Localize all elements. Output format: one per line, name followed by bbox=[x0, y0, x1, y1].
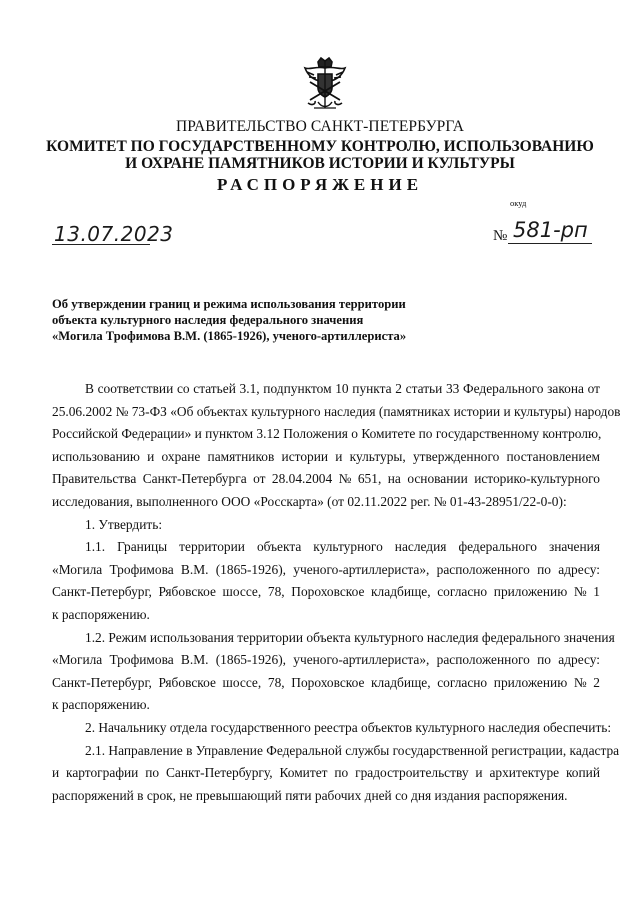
subject-line: объекта культурного наследия федерального значения bbox=[52, 313, 364, 327]
date-underline bbox=[52, 244, 150, 245]
text-line: 1.1. Границы территории объекта культурного наследия федерального значения bbox=[85, 539, 600, 555]
document-subject bbox=[52, 296, 452, 344]
text-line: «Могила Трофимова В.М. (1865-1926), ученого-артиллериста», расположенного по адресу: bbox=[52, 561, 600, 577]
text-line: Санкт-Петербург, Рябовское шоссе, 78, Пороховское кладбище, согласно приложению № 2 bbox=[52, 674, 600, 690]
date-value: 13.07.2023 bbox=[54, 222, 174, 246]
text-line: 2. Начальнику отдела государственного реестра объектов культурного наследия обеспечить: bbox=[85, 719, 612, 735]
text-line: 25.06.2002 № 73-ФЗ «Об объектах культурного наследия (памятниках истории и культуры) народов bbox=[52, 403, 621, 419]
text-line: 2.1. Направление в Управление Федеральной службы государственной регистрации, кадастра bbox=[85, 742, 620, 758]
document-number: 581-рп bbox=[513, 218, 588, 242]
text-line: исследования, выполненного ООО «Росскарта» (от 02.11.2022 рег. № 01-43-28951/22-0-0): bbox=[52, 493, 567, 509]
text-line: распоряжений в срок, не превышающий пяти рабочих дней со дня издания распоряжения. bbox=[52, 787, 568, 803]
text-line: 1.2. Режим использования территории объекта культурного наследия федерального значения bbox=[85, 629, 615, 645]
text-line: и картографии по Санкт-Петербургу, Комитет по градостроительству и архитектуре копий bbox=[52, 765, 600, 781]
number-underline bbox=[508, 243, 592, 244]
paragraph-item-1-2 bbox=[52, 627, 615, 717]
paragraph-item-2 bbox=[52, 717, 612, 740]
text-line: Правительства Санкт-Петербурга от 28.04.2004 № 651, на основании историко-культурного bbox=[52, 471, 600, 487]
text-line: В соответствии со статьей 3.1, подпунктом 10 пункта 2 статьи 33 Федерального закона от bbox=[85, 381, 600, 396]
committee-title-line-1: КОМИТЕТ ПО ГОСУДАРСТВЕННОМУ КОНТРОЛЮ, ИСПОЛЬЗОВАНИЮ bbox=[46, 138, 594, 155]
okud-label: окуд bbox=[510, 198, 527, 208]
text-line: Российской Федерации» и пунктом 3.12 Положения о Комитете по государственному контролю, bbox=[52, 426, 602, 442]
paragraph-item-1 bbox=[52, 514, 600, 537]
text-line: 1. Утвердить: bbox=[85, 516, 163, 532]
text-line: к распоряжению. bbox=[52, 697, 150, 713]
number-sign: № bbox=[493, 228, 508, 244]
text-line: «Могила Трофимова В.М. (1865-1926), ученого-артиллериста», расположенного по адресу: bbox=[52, 652, 600, 668]
paragraph-preamble bbox=[52, 378, 621, 514]
government-title: ПРАВИТЕЛЬСТВО САНКТ-ПЕТЕРБУРГА bbox=[175, 118, 465, 135]
subject-line: «Могила Трофимова В.М. (1865-1926), ученого-артиллериста» bbox=[52, 329, 407, 343]
paragraph-item-1-1 bbox=[52, 536, 600, 626]
document-body bbox=[52, 378, 621, 807]
coat-of-arms-emblem bbox=[300, 56, 350, 112]
text-line: Санкт-Петербург, Рябовское шоссе, 78, Пороховское кладбище, согласно приложению № 1 bbox=[52, 584, 600, 600]
document-type-title: РАСПОРЯЖЕНИЕ bbox=[216, 175, 424, 194]
document-date bbox=[52, 222, 174, 246]
paragraph-item-2-1 bbox=[52, 740, 620, 808]
committee-title-line-2: И ОХРАНЕ ПАМЯТНИКОВ ИСТОРИИ И КУЛЬТУРЫ bbox=[125, 155, 515, 172]
subject-line: Об утверждении границ и режима использования территории bbox=[52, 297, 406, 311]
text-line: к распоряжению. bbox=[52, 606, 150, 622]
text-line: использованию и охране памятников истории и культуры, утвержденного постановлением bbox=[52, 448, 600, 464]
